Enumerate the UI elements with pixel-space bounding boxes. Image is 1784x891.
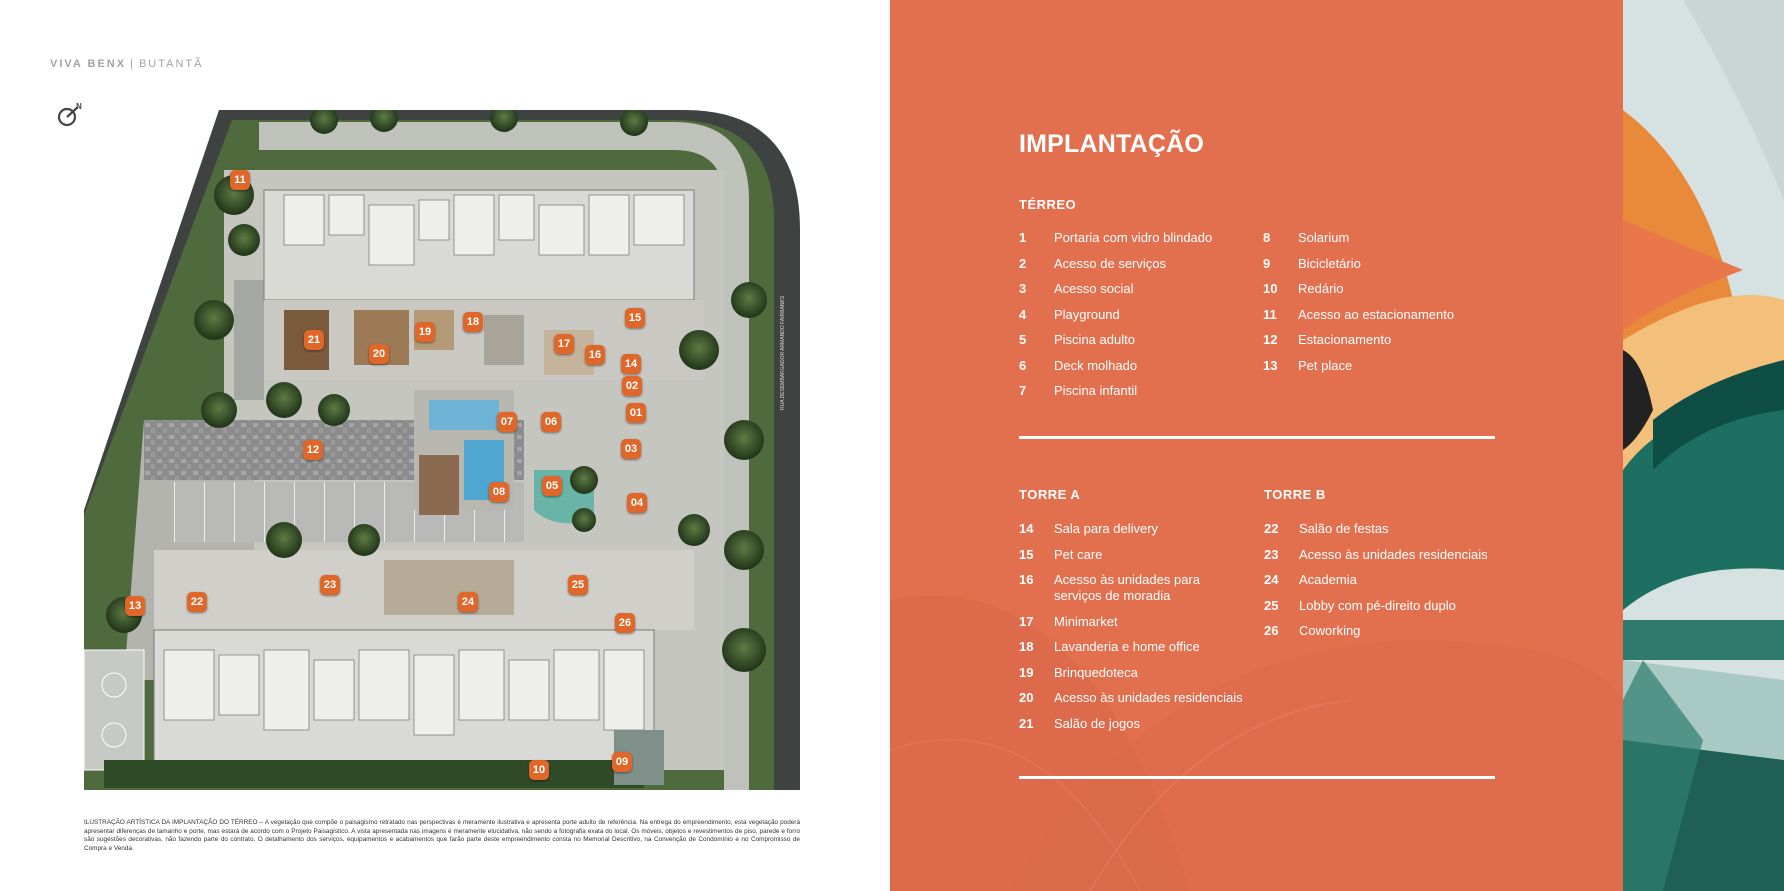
marker-06: 06 — [541, 412, 561, 432]
site-plan-image — [84, 110, 800, 790]
marker-17: 17 — [554, 334, 574, 354]
marker-23: 23 — [320, 575, 340, 595]
list-item: 13 Pet place — [1263, 357, 1353, 373]
list-item: 17 Minimarket — [1019, 613, 1118, 629]
page-title: IMPLANTAÇÃO — [1019, 130, 1205, 158]
marker-04: 04 — [627, 493, 647, 513]
terreo-list-col2 — [1263, 230, 1488, 374]
left-page — [0, 0, 890, 891]
list-item: 10 Redário — [1263, 281, 1344, 296]
brand-header — [50, 58, 203, 70]
list-item: 16 Acesso às unidades para serviços de moradia — [1019, 572, 1200, 603]
marker-20: 20 — [369, 344, 389, 364]
section-title-terreo: TÉRREO — [1019, 197, 1077, 212]
marker-08: 08 — [489, 482, 509, 502]
marker-02: 02 — [622, 376, 642, 396]
marker-25: 25 — [568, 575, 588, 595]
marker-19: 19 — [415, 322, 435, 342]
list-item: 7 Piscina infantil — [1019, 383, 1138, 398]
list-item: 20 Acesso às unidades residenciais — [1019, 690, 1243, 705]
section-title-torre-b: TORRE B — [1264, 487, 1326, 502]
street-name-label: RUA DESEMBARGADOR ARMANDO FAIRBANKS — [780, 295, 786, 410]
marker-14: 14 — [621, 354, 641, 374]
marker-05: 05 — [542, 476, 562, 496]
list-item: 22 Salão de festas — [1264, 521, 1389, 536]
site-plan-drawing — [84, 110, 800, 790]
marker-13: 13 — [125, 596, 145, 616]
abstract-painting-image — [1623, 0, 1784, 891]
disclaimer-caption: ILUSTRAÇÃO ARTÍSTICA DA IMPLANTAÇÃO DO TÉRREO – A vegetação que compõe o paisagismo retratado nas perspectivas é meramente ilustrativa e apresenta porte adulto de referência. Na entrega do empreendimento, esta vegetação poderá apresentar diferenças de tamanho e porte, mas estará de acordo com o Projeto Paisagístico. A vista apresentada nas imagens é meramente elucidativa, não sendo a fotografia exata do local. Os móveis, objetos e revestimentos de piso, parede e forro são sugestões decorativas, não fazendo parte do contrato. O detalhamento dos serviços, equipamentos e acabamentos que farão parte deste empreendimento consta no Memorial Descritivo, na Convenção de Condomínio e no Compromisso de Compra e Venda. — [84, 819, 800, 852]
marker-01: 01 — [626, 403, 646, 423]
list-item: 2 Acesso de serviços — [1019, 255, 1166, 271]
list-item: 26 Coworking — [1264, 623, 1361, 638]
marker-03: 03 — [621, 439, 641, 459]
list-item: 12 Estacionamento — [1263, 332, 1392, 347]
north-compass-icon — [56, 100, 86, 130]
marker-12: 12 — [303, 440, 323, 460]
marker-09: 09 — [612, 752, 632, 772]
list-item: 4 Playground — [1019, 306, 1120, 322]
compass-label: N — [76, 102, 82, 111]
brand-separator: | — [130, 58, 135, 70]
marker-26: 26 — [615, 613, 635, 633]
marker-16: 16 — [585, 345, 605, 365]
marker-11: 11 — [230, 170, 250, 190]
terreo-list-col1 — [1019, 230, 1244, 399]
list-item: 15 Pet care — [1019, 546, 1103, 562]
brand-location: BUTANTÃ — [138, 58, 204, 70]
torre-a-list — [1019, 521, 1244, 732]
marker-22: 22 — [187, 592, 207, 612]
list-item: 6 Deck molhado — [1019, 357, 1138, 373]
list-item: 11 Acesso ao estacionamento — [1263, 306, 1455, 322]
list-item: 23 Acesso às unidades residenciais — [1264, 546, 1488, 562]
list-item: 9 Bicicletário — [1263, 255, 1361, 271]
decorative-background — [890, 0, 1623, 891]
list-item: 25 Lobby com pé-direito duplo — [1264, 597, 1456, 613]
marker-24: 24 — [458, 592, 478, 612]
marker-10: 10 — [529, 760, 549, 780]
list-item: 21 Salão de jogos — [1019, 715, 1141, 731]
section-title-torre-a: TORRE A — [1019, 487, 1081, 502]
decorative-artwork — [1623, 0, 1784, 891]
torre-b-list — [1264, 521, 1489, 639]
list-item: 5 Piscina adulto — [1019, 332, 1135, 347]
right-page — [890, 0, 1623, 891]
list-item: 24 Academia — [1264, 572, 1357, 587]
list-item: 19 Brinquedoteca — [1019, 664, 1138, 680]
divider-bottom — [1019, 776, 1495, 779]
divider-top — [1019, 436, 1495, 439]
marker-07: 07 — [497, 412, 517, 432]
list-item: 3 Acesso social — [1019, 281, 1134, 296]
brand-name: VIVA BENX — [50, 58, 127, 70]
list-item: 1 Portaria com vidro blindado — [1019, 230, 1213, 245]
marker-21: 21 — [304, 330, 324, 350]
list-item: 8 Solarium — [1263, 230, 1350, 245]
marker-15: 15 — [625, 308, 645, 328]
marker-18: 18 — [463, 312, 483, 332]
list-item: 18 Lavanderia e home office — [1019, 639, 1200, 654]
list-item: 14 Sala para delivery — [1019, 521, 1159, 536]
